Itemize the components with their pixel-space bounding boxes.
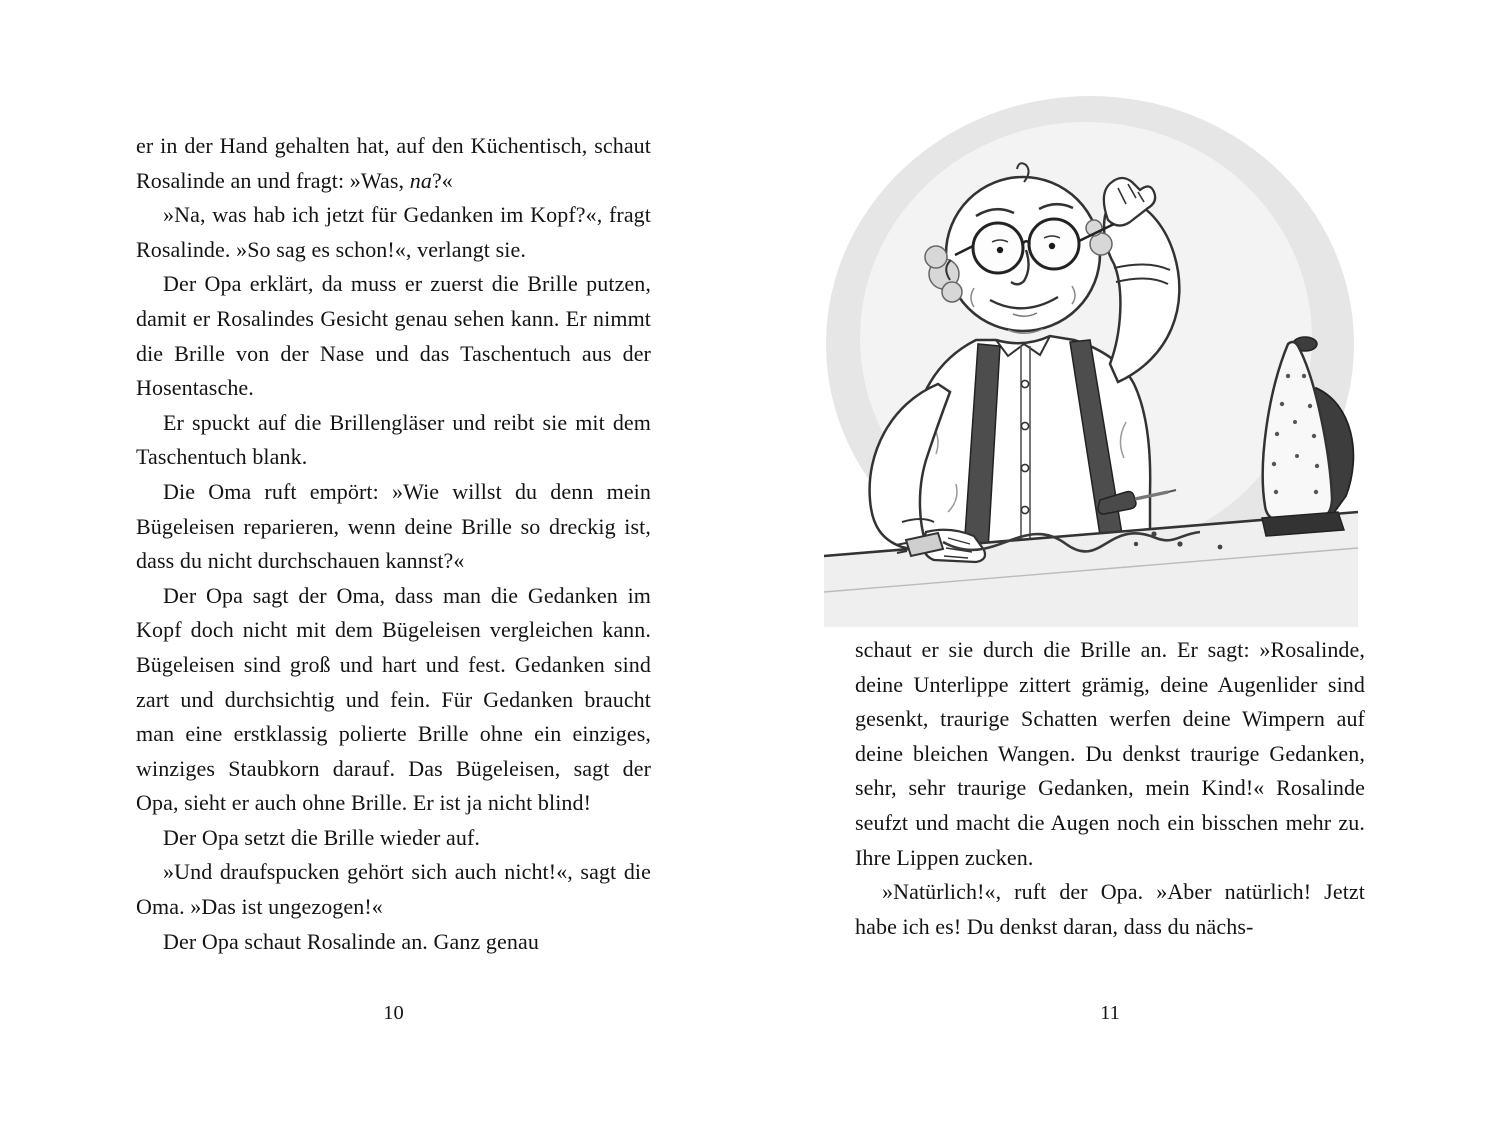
text-segment: ?« <box>431 167 453 193</box>
text-segment: »Und draufspucken gehört sich auch nicht!«, sagt die Oma. »Das ist ungezogen!« <box>136 859 651 920</box>
right-page-text <box>855 633 1365 944</box>
left-page-text <box>136 129 651 959</box>
paragraph <box>136 129 651 198</box>
text-segment: Die Oma ruft empört: »Wie willst du denn mein Bügeleisen reparieren, wenn deine Brille so dreckig ist, dass du nicht durchschauen kannst?« <box>136 478 651 574</box>
paragraph <box>136 406 651 475</box>
paragraph <box>136 821 651 856</box>
text-segment: »Na, was hab ich jetzt für Gedanken im Kopf?«, fragt Rosalinde. »So sag es schon!«, verlangt sie. <box>136 202 651 262</box>
illustration-opa-with-iron <box>818 92 1366 627</box>
paragraph <box>855 875 1365 944</box>
text-segment: Er spuckt auf die Brillengläser und reibt sie mit dem Taschentuch blank. <box>136 409 651 470</box>
paragraph <box>136 198 651 267</box>
text-segment: Der Opa setzt die Brille wieder auf. <box>163 824 480 850</box>
left-page-number: 10 <box>383 1002 404 1024</box>
text-segment: Der Opa erklärt, da muss er zuerst die Brille putzen, damit er Rosalindes Gesicht genau sehen kann. Er nimmt die Brille von der Nase und das Taschentuch aus der Hosentasche. <box>136 271 651 401</box>
paragraph <box>136 475 651 579</box>
illustration-svg <box>818 92 1366 627</box>
text-segment: Der Opa schaut Rosalinde an. Ganz genau <box>163 928 539 954</box>
eye-right <box>1049 243 1055 249</box>
paragraph <box>136 925 651 960</box>
right-page-number: 11 <box>1100 1002 1120 1024</box>
text-segment: na <box>409 167 432 193</box>
text-segment: Der Opa sagt der Oma, dass man die Gedanken im Kopf doch nicht mit dem Bügeleisen vergleichen kann. Bügeleisen sind groß und hart und fest. Gedanken sind zart und durchsichtig und fein. Für Gedanken braucht man eine erstklassig polierte Brille ohne ein einziges, winziges Staubkorn darauf. Das Bügeleisen, sagt der Opa, sieht er auch ohne Brille. Er ist ja nicht blind! <box>136 582 651 816</box>
paragraph <box>136 267 651 405</box>
paragraph <box>136 855 651 924</box>
text-segment: schaut er sie durch die Brille an. Er sagt: »Rosalinde, deine Unterlippe zittert grämig, deine Augenlider sind gesenkt, traurige Schatten werfen deine Wimpern auf deine bleichen Wangen. Du denkst traurige Gedanken, sehr, sehr traurige Gedanken, mein Kind!« Rosalinde seufzt und macht die Augen noch ein bisschen mehr zu. Ihre Lippen zucken. <box>855 637 1365 870</box>
paragraph <box>136 579 651 821</box>
text-segment: »Natürlich!«, ruft der Opa. »Aber natürlich! Jetzt habe ich es! Du denkst daran, dass du nächs- <box>855 879 1365 939</box>
eye-left <box>997 247 1003 253</box>
paragraph <box>855 633 1365 875</box>
text-segment: er in der Hand gehalten hat, auf den Küchentisch, schaut Rosalinde an und fragt: »Was, <box>136 133 651 193</box>
